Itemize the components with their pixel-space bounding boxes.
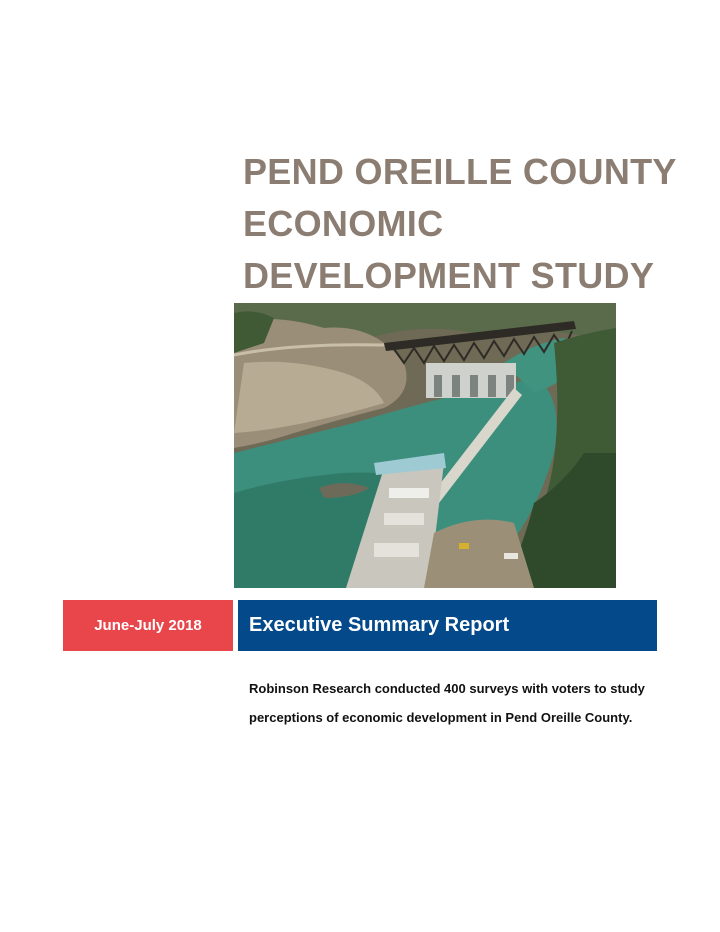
title-line: PEND OREILLE COUNTY <box>243 151 677 192</box>
date-banner <box>63 600 233 651</box>
summary-text: Robinson Research conducted 400 surveys with voters to study perceptions of economic development in Pend Oreille County. <box>249 681 645 725</box>
report-label: Executive Summary Report <box>249 614 510 636</box>
title-line: DEVELOPMENT STUDY <box>243 255 655 296</box>
report-banner <box>238 600 657 651</box>
date-label: June-July 2018 <box>94 617 202 634</box>
dam-photo <box>234 303 616 588</box>
title-line: ECONOMIC <box>243 203 444 244</box>
report-title <box>243 146 683 302</box>
